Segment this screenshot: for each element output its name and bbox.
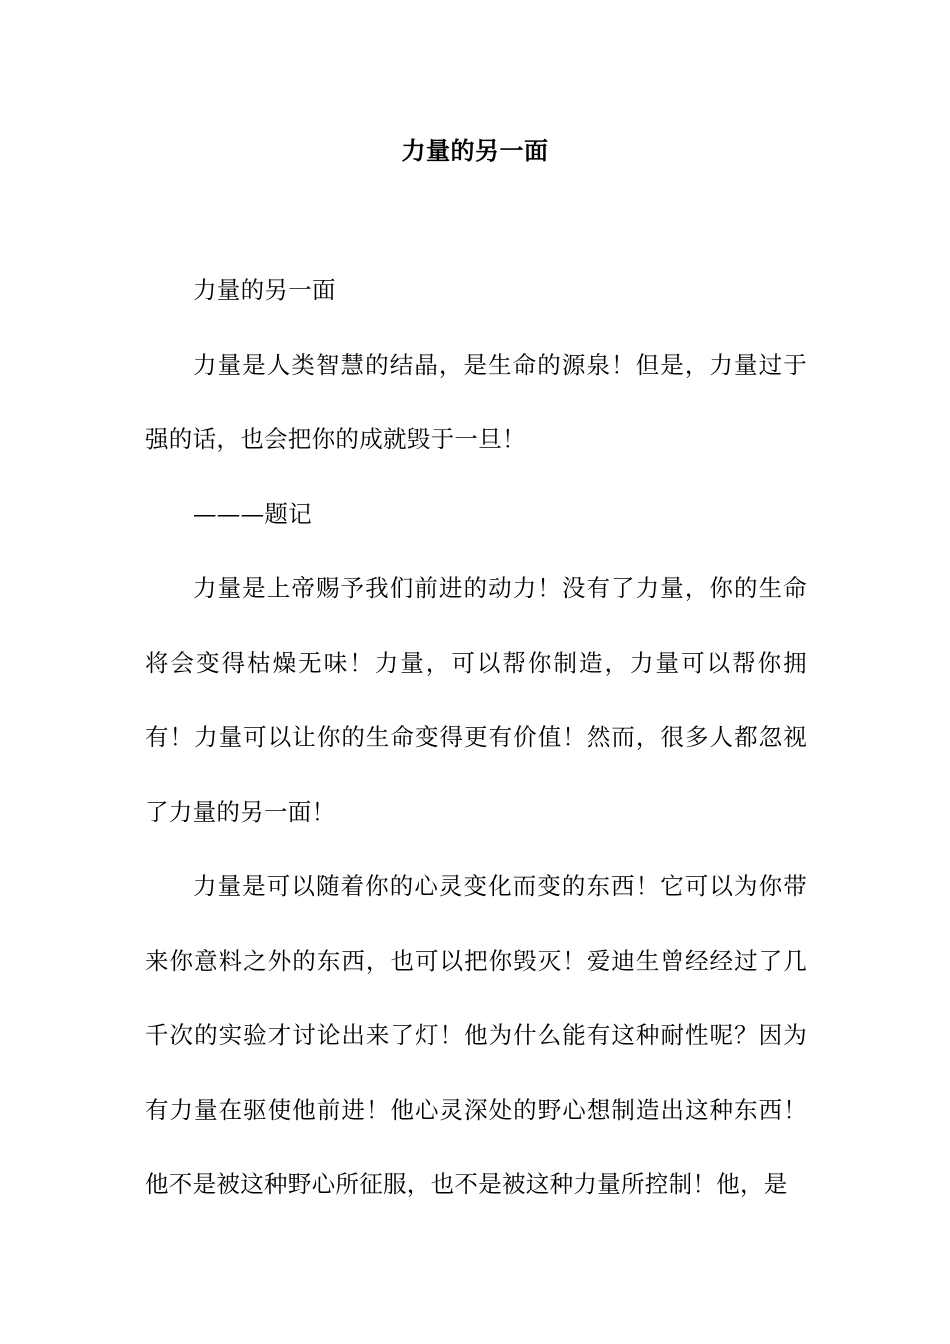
paragraph-body: 力量是上帝赐予我们前进的动力！没有了力量，你的生命将会变得枯燥无味！力量，可以帮你制造，力量可以帮你拥有！力量可以让你的生命变得更有价值！然而，很多人都忽视了力量的另一面！ — [145, 574, 807, 826]
paragraph-epigraph: 力量是人类智慧的结晶，是生命的源泉！但是，力量过于强的话，也会把你的成就毁于一旦！ — [145, 350, 807, 453]
page-title: 力量的另一面 — [401, 137, 549, 165]
paragraph-epigraph-attribution: ———题记 — [193, 499, 312, 528]
document-body — [145, 253, 807, 1222]
paragraph-body: 力量是可以随着你的心灵变化而变的东西！它可以为你带来你意料之外的东西，也可以把你毁灭！爱迪生曾经经过了几千次的实验才讨论出来了灯！他为什么能有这种耐性呢？因为有力量在驱使他前进！他心灵深处的野心想制造出这种东西！他不是被这种野心所征服，也不是被这种力量所控制！他，是 — [145, 872, 807, 1198]
paragraph-subtitle: 力量的另一面 — [193, 276, 336, 304]
